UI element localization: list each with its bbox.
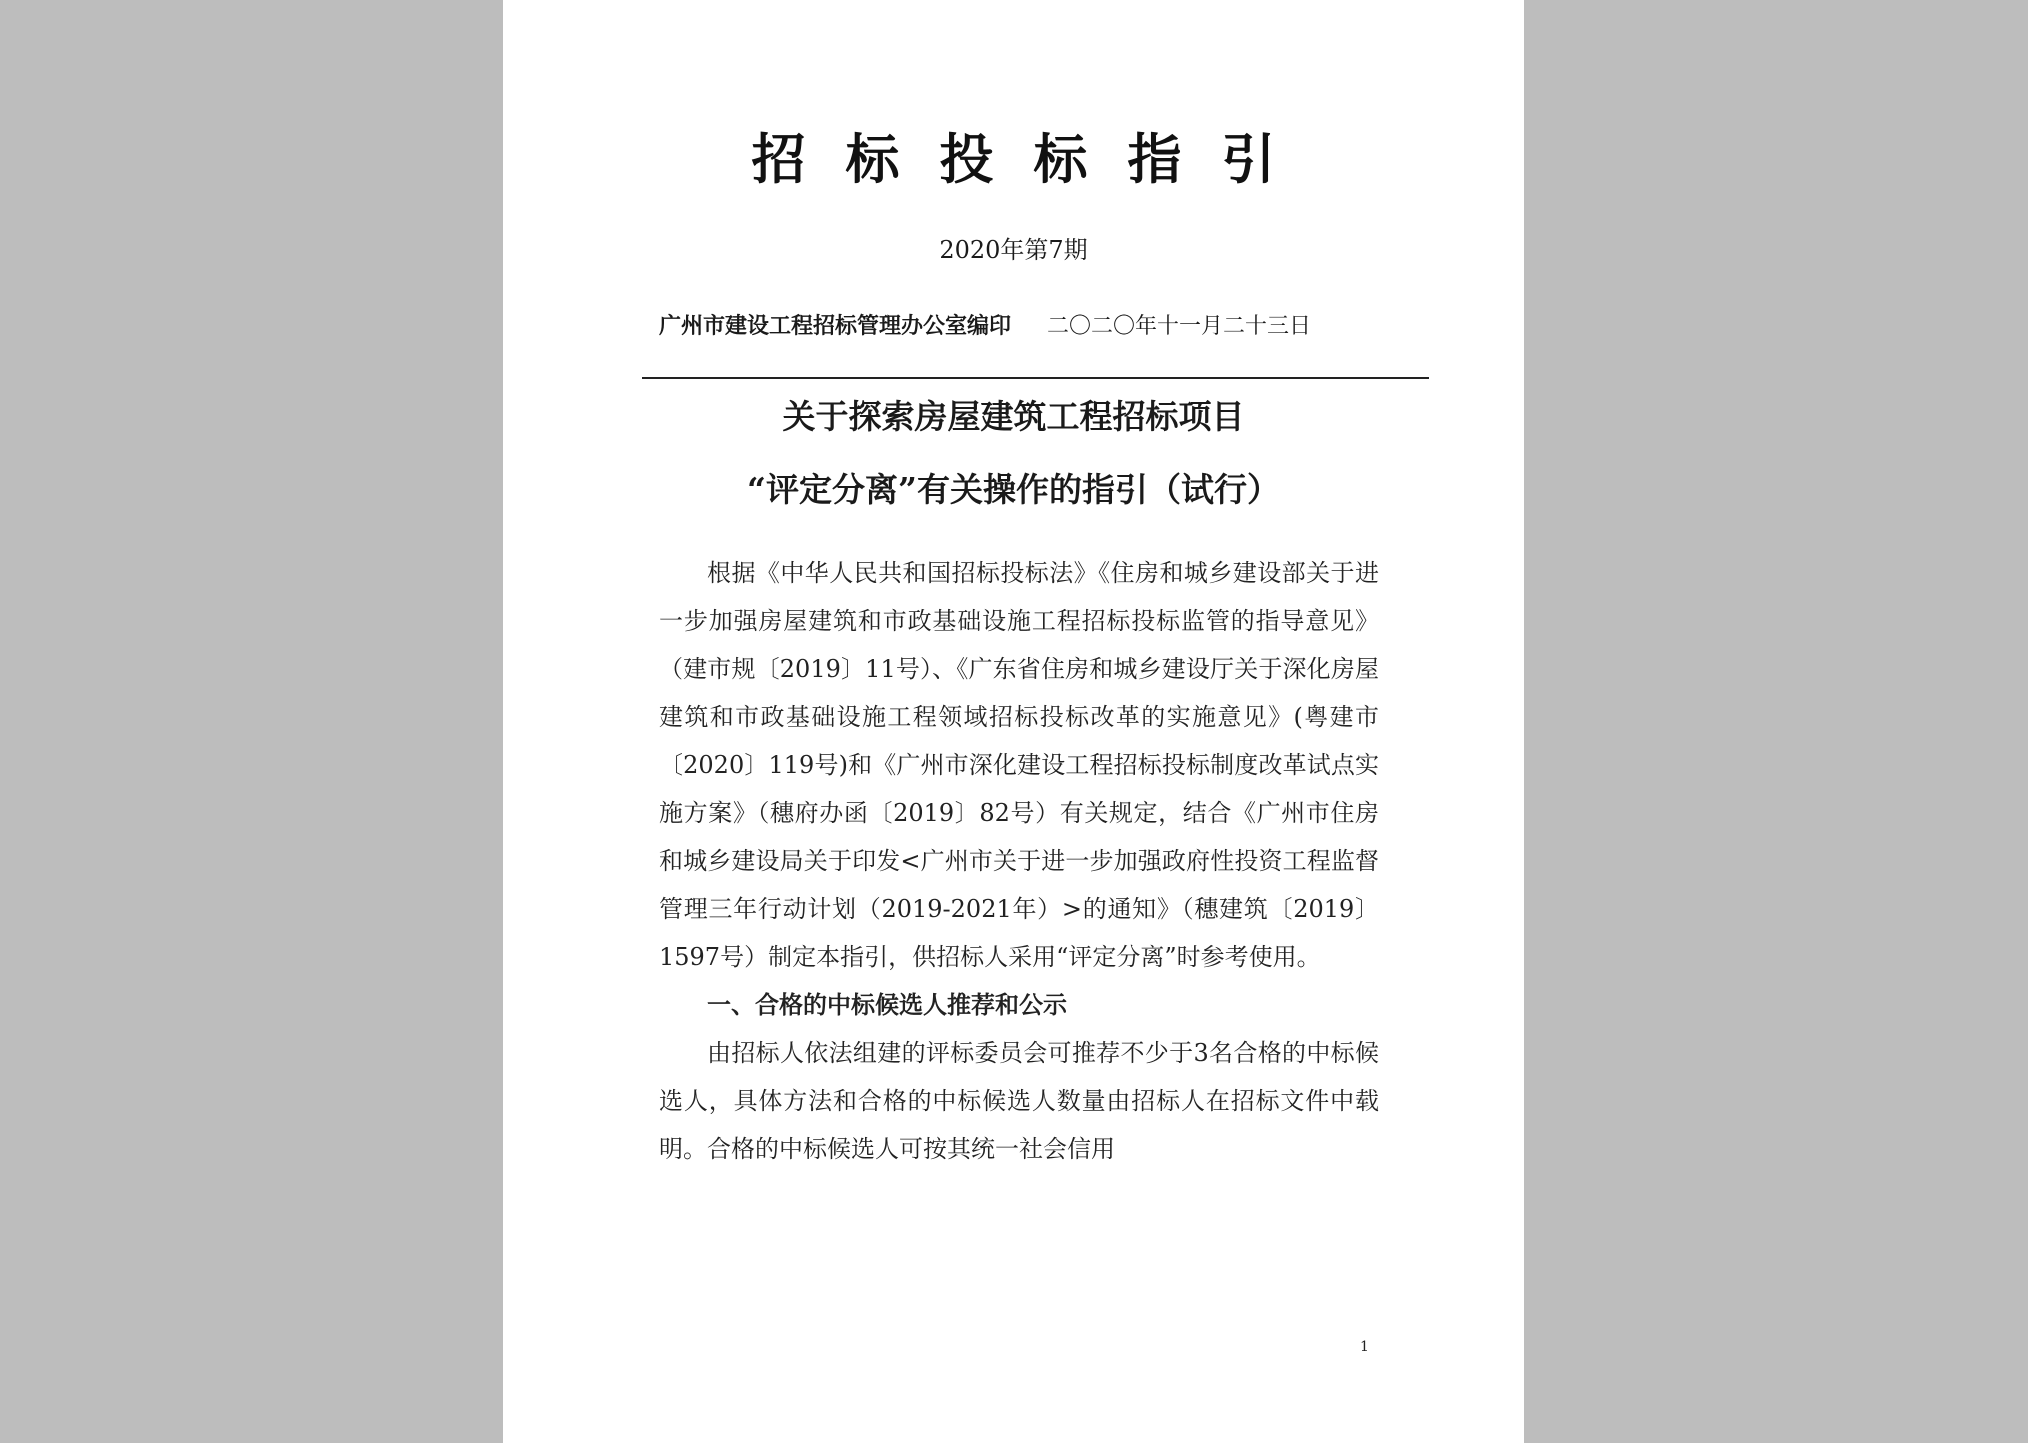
document-page xyxy=(503,0,1524,1443)
header-divider xyxy=(642,377,1429,379)
publisher-line xyxy=(659,313,1379,340)
bulletin-title: 招标投标指引 xyxy=(751,127,1316,191)
document-title-line-1: 关于探索房屋建筑工程招标项目 xyxy=(782,397,1245,436)
document-body xyxy=(659,549,1379,1173)
body-paragraph: 由招标人依法组建的评标委员会可推荐不少于3名合格的中标候选人，具体方法和合格的中标候选人数量由招标人在招标文件中载明。合格的中标候选人可按其统一社会信用 xyxy=(659,1039,1379,1163)
publish-date: 二〇二〇年十一月二十三日 xyxy=(1047,314,1312,339)
publisher-name: 广州市建设工程招标管理办公室编印 xyxy=(659,313,1012,339)
page-number: 1 xyxy=(1360,1339,1369,1355)
document-title-line-2: “评定分离”有关操作的指引（试行） xyxy=(747,470,1280,509)
section-heading: 一、合格的中标候选人推荐和公示 xyxy=(707,991,1067,1019)
body-paragraph: 根据《中华人民共和国招标投标法》《住房和城乡建设部关于进一步加强房屋建筑和市政基础设施工程招标投标监管的指导意见》（建市规〔2019〕11号）、《广东省住房和城乡建设厅关于深化房屋建筑和市政基础设施工程领域招标投标改革的实施意见》(粤建市〔2020〕119号)和《广州市深化建设工程招标投标制度改革试点实施方案》（穗府办函〔2019〕82号）有关规定，结合《广州市住房和城乡建设局关于印发<广州市关于进一步加强政府性投资工程监督管理三年行动计划（2019-2021年）>的通知》（穗建筑〔2019〕1597号）制定本指引，供招标人采用“评定分离”时参考使用。 xyxy=(659,559,1379,971)
issue-number: 2020年第7期 xyxy=(939,236,1088,264)
